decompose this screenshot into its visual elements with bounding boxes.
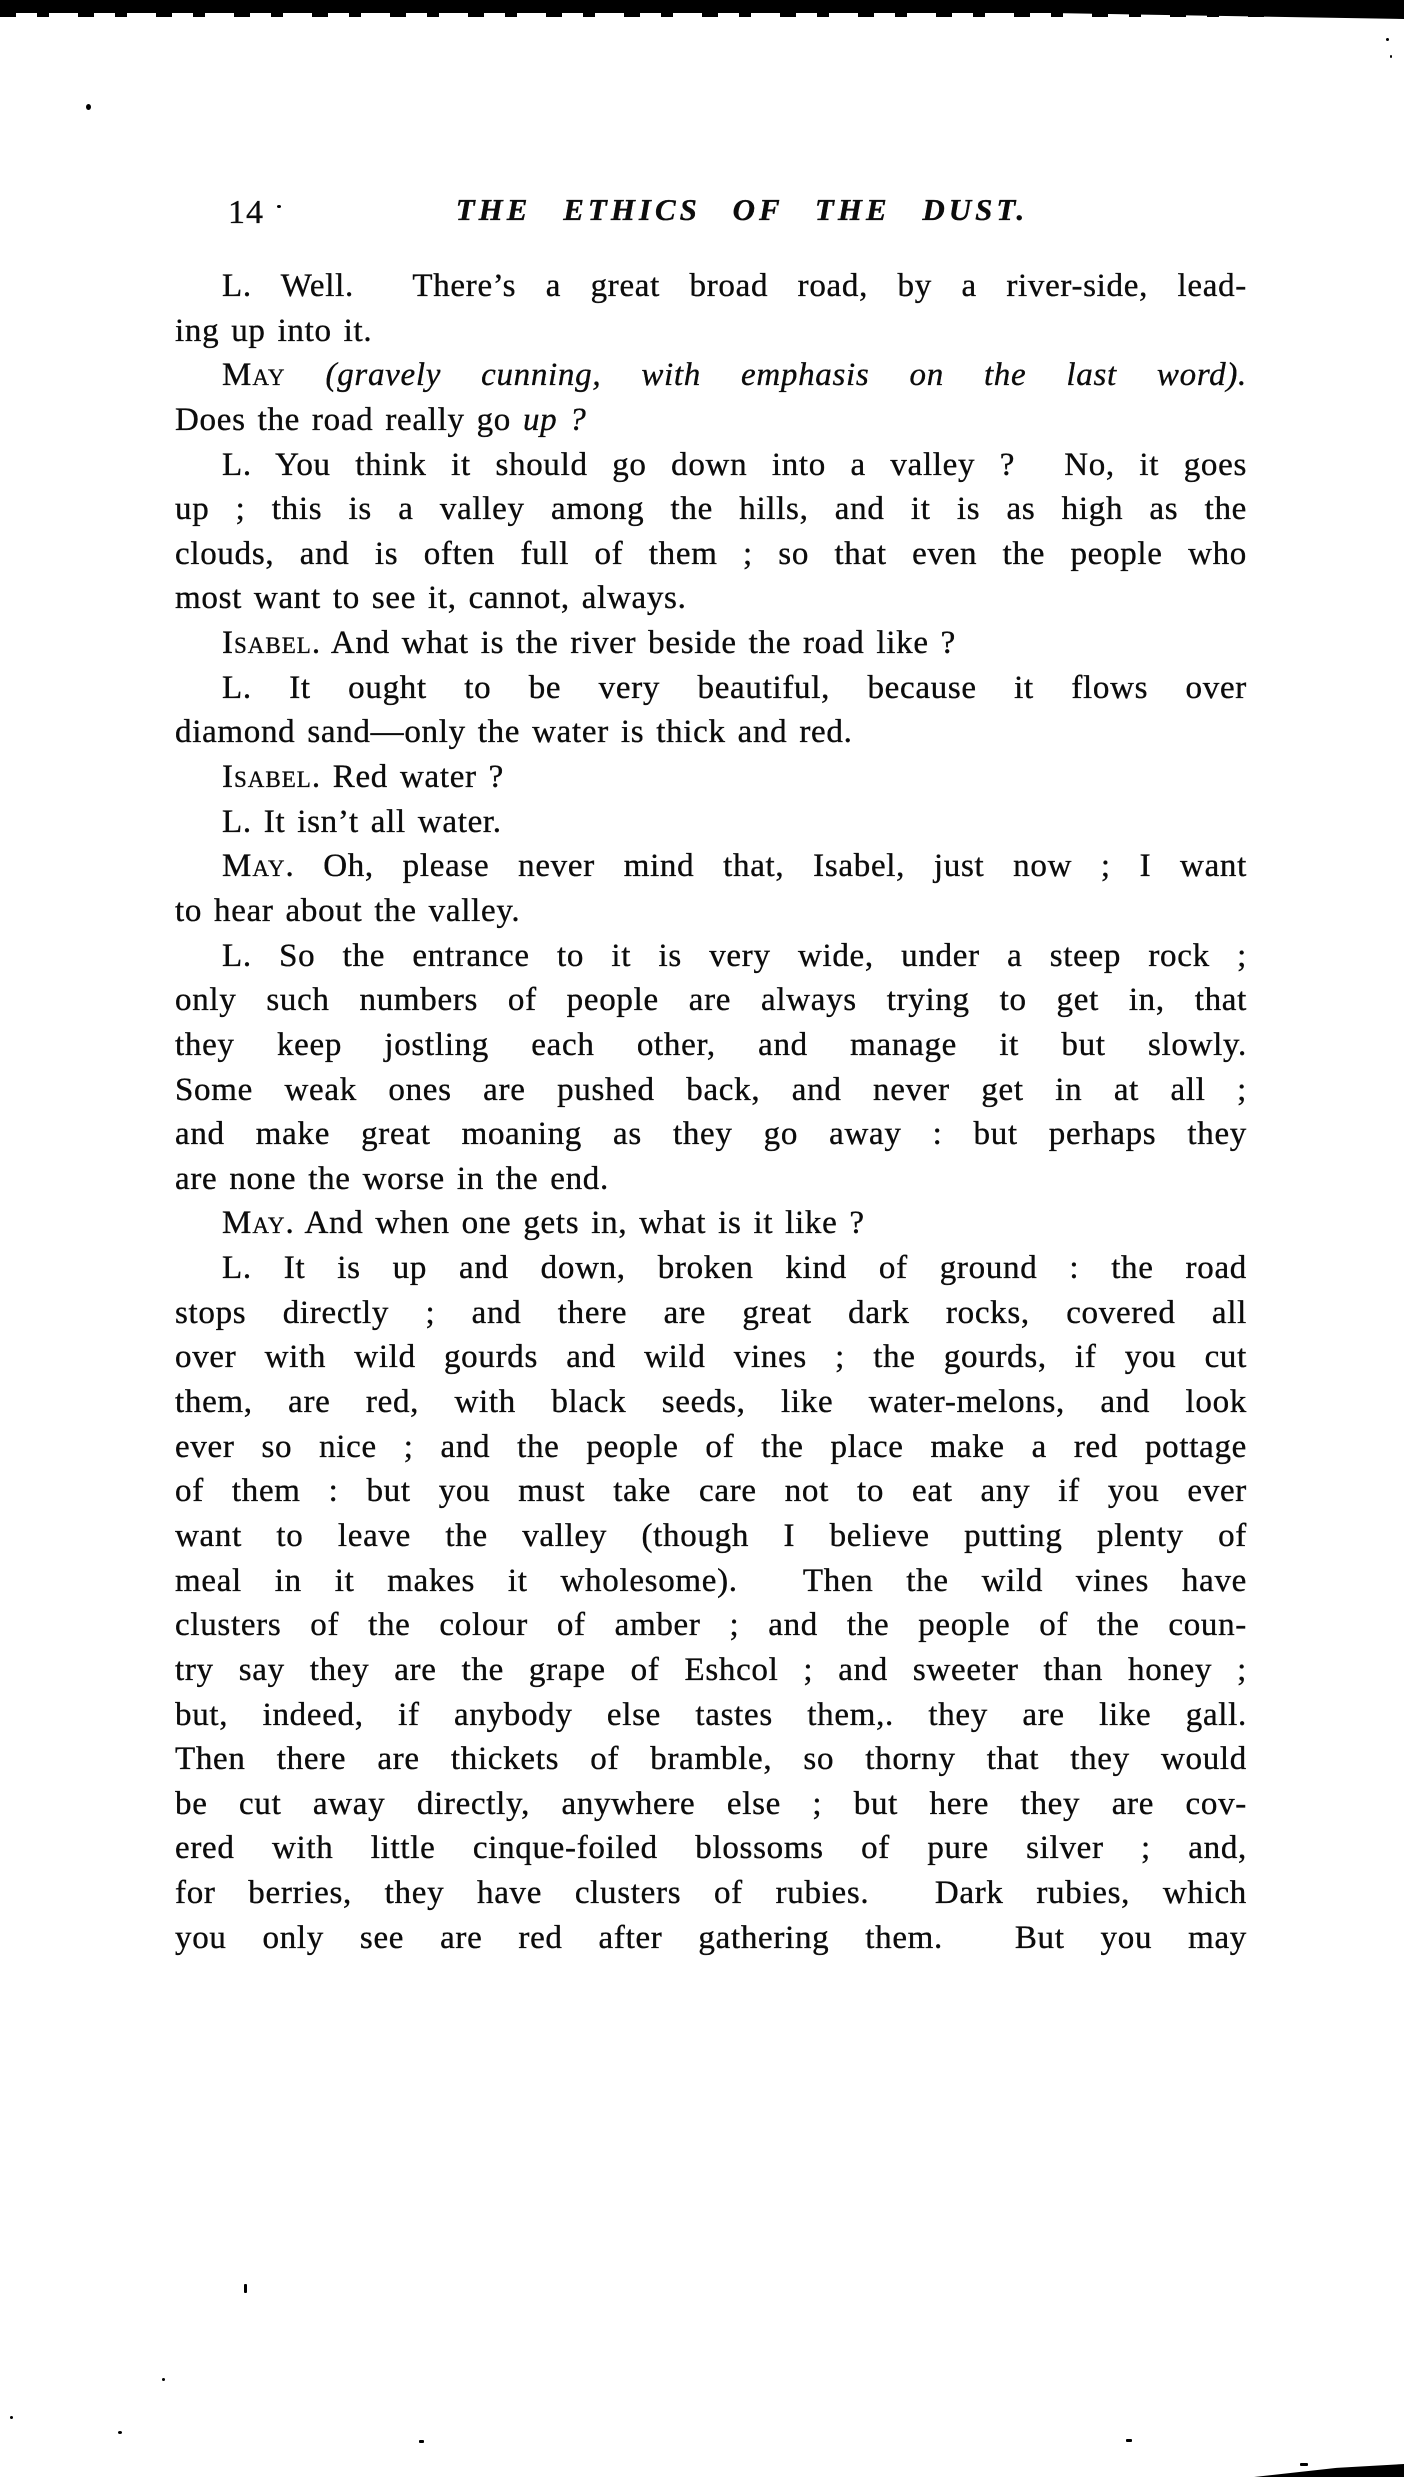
text-segment: only such numbers of people are always trying to get in, that <box>175 982 1247 1019</box>
text-line <box>175 576 1247 621</box>
text-segment: L. It is up and down, broken kind of ground : the road <box>222 1250 1247 1287</box>
text-line <box>175 1469 1247 1514</box>
text-line <box>175 1068 1247 1113</box>
text-segment: and make great moaning as they go away : but perhaps they <box>175 1116 1247 1153</box>
text-segment: try say they are the grape of Eshcol ; and sweeter than honey ; <box>175 1651 1247 1688</box>
text-segment: up ; this is a valley among the hills, and it is as high as the <box>175 491 1247 528</box>
text-line <box>175 1335 1247 1380</box>
text-line <box>175 1380 1247 1425</box>
text-segment: most want to see it, cannot, always. <box>175 580 687 617</box>
scan-speck <box>244 2284 247 2293</box>
text-line <box>175 487 1247 532</box>
text-segment: are none the worse in the end. <box>175 1160 609 1197</box>
text-line <box>175 1291 1247 1336</box>
scan-speck <box>118 2431 122 2434</box>
text-line <box>175 1871 1247 1916</box>
text-line <box>175 1023 1247 1068</box>
text-segment: you only see are red after gathering them. But you may <box>175 1919 1247 1956</box>
text-body <box>175 264 1247 1960</box>
text-segment: . Oh, please never mind that, Isabel, just now ; I want <box>285 848 1247 885</box>
page-header <box>175 192 1247 242</box>
text-segment: them, are red, with black seeds, like water-melons, and look <box>175 1384 1247 1421</box>
text-segment: ever so nice ; and the people of the place make a red pottage <box>175 1428 1247 1465</box>
text-segment: to hear about the valley. <box>175 892 521 929</box>
text-line <box>175 1157 1247 1202</box>
text-segment: . And what is the river beside the road like ? <box>311 625 956 662</box>
text-segment: stops directly ; and there are great dark rocks, covered all <box>175 1294 1247 1331</box>
scan-speck <box>419 2440 424 2443</box>
text-line <box>175 443 1247 488</box>
speaker-name: May <box>222 357 286 394</box>
text-line <box>175 755 1247 800</box>
speaker-name: May <box>222 848 286 885</box>
text-segment: over with wild gourds and wild vines ; the gourds, if you cut <box>175 1339 1247 1376</box>
text-line <box>175 710 1247 755</box>
text-line <box>175 1559 1247 1604</box>
text-line <box>175 934 1247 979</box>
scan-speck <box>1386 38 1389 41</box>
text-segment: clouds, and is often full of them ; so that even the people who <box>175 535 1247 572</box>
text-segment: L. You think it should go down into a valley ? No, it goes <box>222 446 1247 483</box>
text-segment: be cut away directly, anywhere else ; but here they are cov- <box>175 1785 1247 1822</box>
text-segment: . And when one gets in, what is it like ? <box>285 1205 865 1242</box>
text-segment: want to leave the valley (though I believe putting plenty of <box>175 1517 1247 1554</box>
scan-speck <box>277 205 281 208</box>
scan-smudge <box>1254 2464 1404 2477</box>
text-line <box>175 264 1247 309</box>
scan-speck <box>1390 55 1392 58</box>
text-segment: ered with little cinque-foiled blossoms of pure silver ; and, <box>175 1830 1247 1867</box>
speaker-name: May <box>222 1205 286 1242</box>
text-segment: . Red water ? <box>311 759 505 796</box>
scan-speck <box>1126 2439 1132 2442</box>
text-line <box>175 1112 1247 1157</box>
running-title: THE ETHICS OF THE DUST. <box>455 192 1029 227</box>
text-segment: they keep jostling each other, and manage it but slowly. <box>175 1026 1247 1063</box>
text-line <box>175 889 1247 934</box>
text-line <box>175 621 1247 666</box>
text-segment: Some weak ones are pushed back, and never get in at all ; <box>175 1071 1247 1108</box>
text-line <box>175 1916 1247 1961</box>
text-segment: L. So the entrance to it is very wide, under a steep rock ; <box>222 937 1247 974</box>
scan-speck <box>1300 2463 1308 2466</box>
text-line <box>175 398 1247 443</box>
speaker-name: Isabel <box>222 625 312 662</box>
text-line <box>175 353 1247 398</box>
page-number: 14 <box>228 194 264 231</box>
scan-edge-band-ragged <box>0 13 1404 17</box>
text-segment: L. Well. There’s a great broad road, by a river-side, lead- <box>222 268 1247 304</box>
text-segment: meal in it makes it wholesome). Then the wild vines have <box>175 1562 1247 1599</box>
italic-text: (gravely cunning, with emphasis on the last word). <box>325 357 1247 394</box>
text-segment: Does the road really go <box>175 401 523 438</box>
text-line <box>175 978 1247 1023</box>
text-line <box>175 1514 1247 1559</box>
italic-text: up ? <box>522 401 587 438</box>
text-segment: diamond sand—only the water is thick and red. <box>175 714 853 751</box>
text-segment: L. It ought to be very beautiful, because it flows over <box>222 669 1247 706</box>
text-line <box>175 1737 1247 1782</box>
text-segment: L. It isn’t all water. <box>222 803 502 840</box>
text-segment: but, indeed, if anybody else tastes them,. they are like gall. <box>175 1696 1247 1733</box>
text-line <box>175 1603 1247 1648</box>
text-line <box>175 1246 1247 1291</box>
text-line <box>175 1201 1247 1246</box>
text-segment: clusters of the colour of amber ; and the people of the coun- <box>175 1607 1247 1644</box>
text-line <box>175 532 1247 577</box>
text-segment: ing up into it. <box>175 312 373 349</box>
scan-speck <box>86 104 91 110</box>
text-segment <box>285 357 325 393</box>
text-line <box>175 1826 1247 1871</box>
text-segment: Then there are thickets of bramble, so thorny that they would <box>175 1741 1247 1778</box>
text-line <box>175 800 1247 845</box>
text-line <box>175 666 1247 711</box>
text-line <box>175 1693 1247 1738</box>
text-line <box>175 844 1247 889</box>
text-segment: for berries, they have clusters of rubies. Dark rubies, which <box>175 1875 1247 1912</box>
scan-speck <box>162 2378 165 2381</box>
text-segment: of them : but you must take care not to eat any if you ever <box>175 1473 1247 1510</box>
text-line <box>175 309 1247 354</box>
text-line <box>175 1782 1247 1827</box>
text-line <box>175 1425 1247 1470</box>
speaker-name: Isabel <box>222 759 312 796</box>
text-line <box>175 1648 1247 1693</box>
scan-speck <box>10 2416 13 2419</box>
